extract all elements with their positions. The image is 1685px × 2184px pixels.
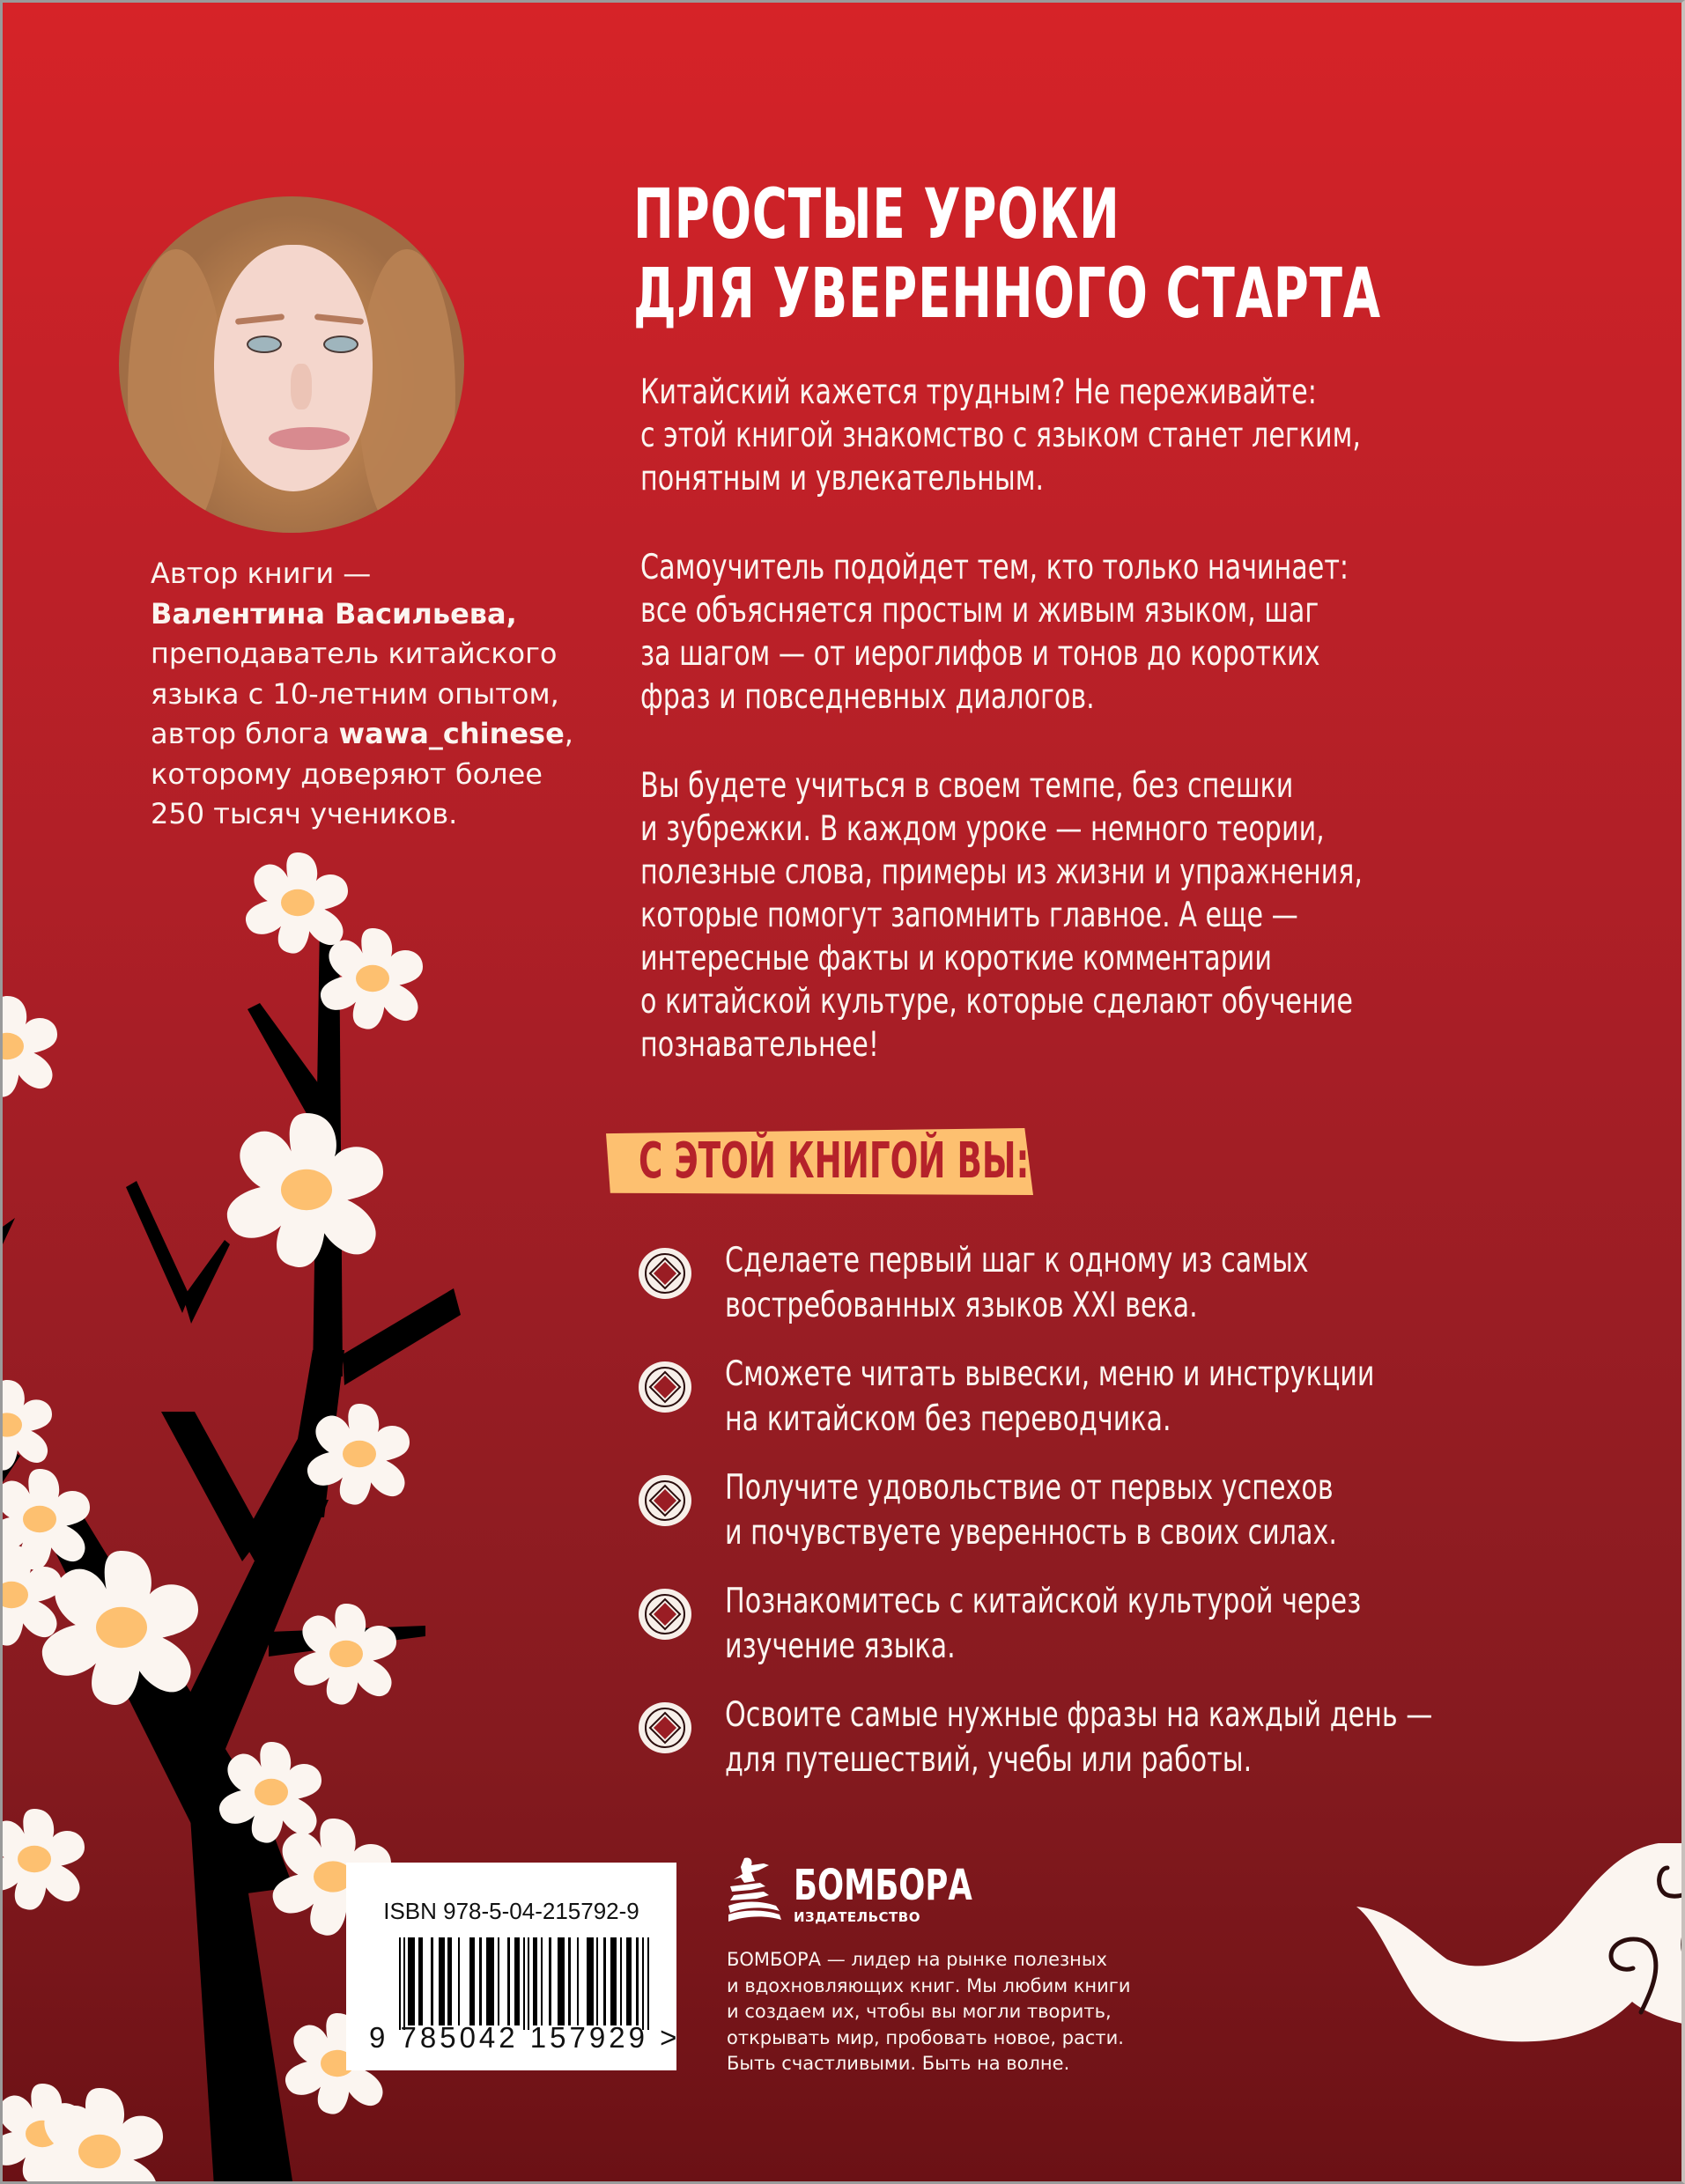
intro-paragraph-2 [640,546,1549,719]
list-item-line: Получите удовольствие от первых успехов [725,1468,1334,1508]
paragraph-line: с этой книгой знакомство с языком станет легким, [640,416,1361,455]
paragraph-line: фраз и повседневных диалогов. [640,677,1095,717]
title-line-2: ДЛЯ УВЕРЕННОГО СТАРТА [633,255,1381,334]
author-bio-text: автор блога [151,717,339,750]
list-item-line: Освоите самые нужные фразы на каждый день — [725,1695,1433,1735]
chinese-coin-icon [638,1360,692,1414]
photo-nose [291,364,312,410]
paragraph-line: о китайской культуре, которые сделают обучение [640,982,1353,1022]
author-bio-line [151,714,573,755]
list-item [725,1693,1558,1782]
author-bio-line: языка с 10-летним опытом, [151,676,559,711]
paragraph-line: и зубрежки. В каждом уроке — немного теории, [640,809,1325,849]
author-bio-line: 250 тысяч учеников. [151,797,458,830]
paragraph-line: интересные факты и короткие комментарии [640,939,1273,978]
list-item-line: Познакомитесь с китайской культурой через [725,1582,1362,1621]
author-bio-line: которому доверяют более [151,756,543,791]
paragraph-line: познавательнее! [640,1025,879,1065]
publisher-description-line: БОМБОРА — лидер на рынке полезных [727,1949,1107,1970]
author-bio-line: преподаватель китайского [151,637,558,670]
isbn-digits: 9 785042 157929 > [369,2021,681,2054]
list-item-line: востребованных языков XXI века. [725,1286,1198,1325]
publisher-description [727,1947,1167,2077]
paragraph-line: Китайский кажется трудным? Не переживайте: [640,373,1317,412]
paragraph-line: все объясняется простым и живым языком, шаг [640,591,1319,631]
chinese-coin-icon [638,1587,692,1642]
paragraph-line: Вы будете учиться в своем темпе, без спешки [640,766,1294,806]
chinese-coin-icon [638,1246,692,1301]
isbn-label: ISBN 978-5-04-215792-9 [383,1898,639,1924]
list-item-line: на китайском без переводчика. [725,1399,1171,1439]
author-bio-text: , [564,717,573,750]
publisher-description-line: открывать мир, пробовать новое, расти. [727,2026,1124,2048]
isbn-barcode [346,1863,681,2070]
photo-hair-left [128,249,225,533]
title-line-1: ПРОСТЫЕ УРОКИ [633,175,1120,255]
author-bio [151,554,573,835]
barcode-icon [399,1937,659,2030]
publisher-name: БОМБОРА [794,1861,972,1910]
photo-lips [269,427,350,450]
page-title [633,175,1381,334]
cloud-icon [1356,1843,1685,2041]
benefits-heading: С ЭТОЙ КНИГОЙ ВЫ: [639,1133,1030,1190]
publisher-description-line: и вдохновляющих книг. Мы любим книги [727,1974,1131,1996]
list-item [725,1579,1558,1669]
paragraph-line: полезные слова, примеры из жизни и упражнения, [640,852,1363,892]
photo-eye-right [323,336,358,353]
author-bio-line: Автор книги — [151,557,372,590]
paragraph-line: понятным и увлекательным. [640,459,1045,498]
photo-hair-right [358,249,455,533]
list-item-line: Сможете читать вывески, меню и инструкции [725,1354,1375,1394]
author-name: Валентина Васильева, [151,596,517,631]
author-photo [119,196,464,533]
chinese-coin-icon [638,1701,692,1755]
list-item-line: изучение языка. [725,1627,956,1666]
paragraph-line: Самоучитель подойдет тем, кто только начинает: [640,548,1349,587]
publisher-subtitle: ИЗДАТЕЛЬСТВО [794,1909,920,1925]
intro-paragraph-1 [640,371,1549,500]
list-item-line: Сделаете первый шаг к одному из самых [725,1241,1309,1280]
list-item-line: и почувствуете уверенность в своих силах. [725,1513,1337,1553]
blog-name: wawa_chinese [338,717,565,750]
photo-eye-left [247,336,282,353]
intro-paragraph-3 [640,764,1549,1066]
paragraph-line: за шагом — от иероглифов и тонов до коротких [640,634,1320,674]
publisher-description-line: Быть счастливыми. Быть на волне. [727,2053,1070,2074]
chinese-coin-icon [638,1473,692,1528]
list-item [725,1465,1558,1555]
paragraph-line: которые помогут запомнить главное. А еще — [640,896,1298,935]
list-item [725,1352,1558,1442]
list-item [725,1238,1558,1328]
list-item-line: для путешествий, учебы или работы. [725,1740,1253,1780]
bombora-logo-icon [725,1855,787,1925]
publisher-description-line: и создаем их, чтобы вы могли творить, [727,2001,1112,2022]
